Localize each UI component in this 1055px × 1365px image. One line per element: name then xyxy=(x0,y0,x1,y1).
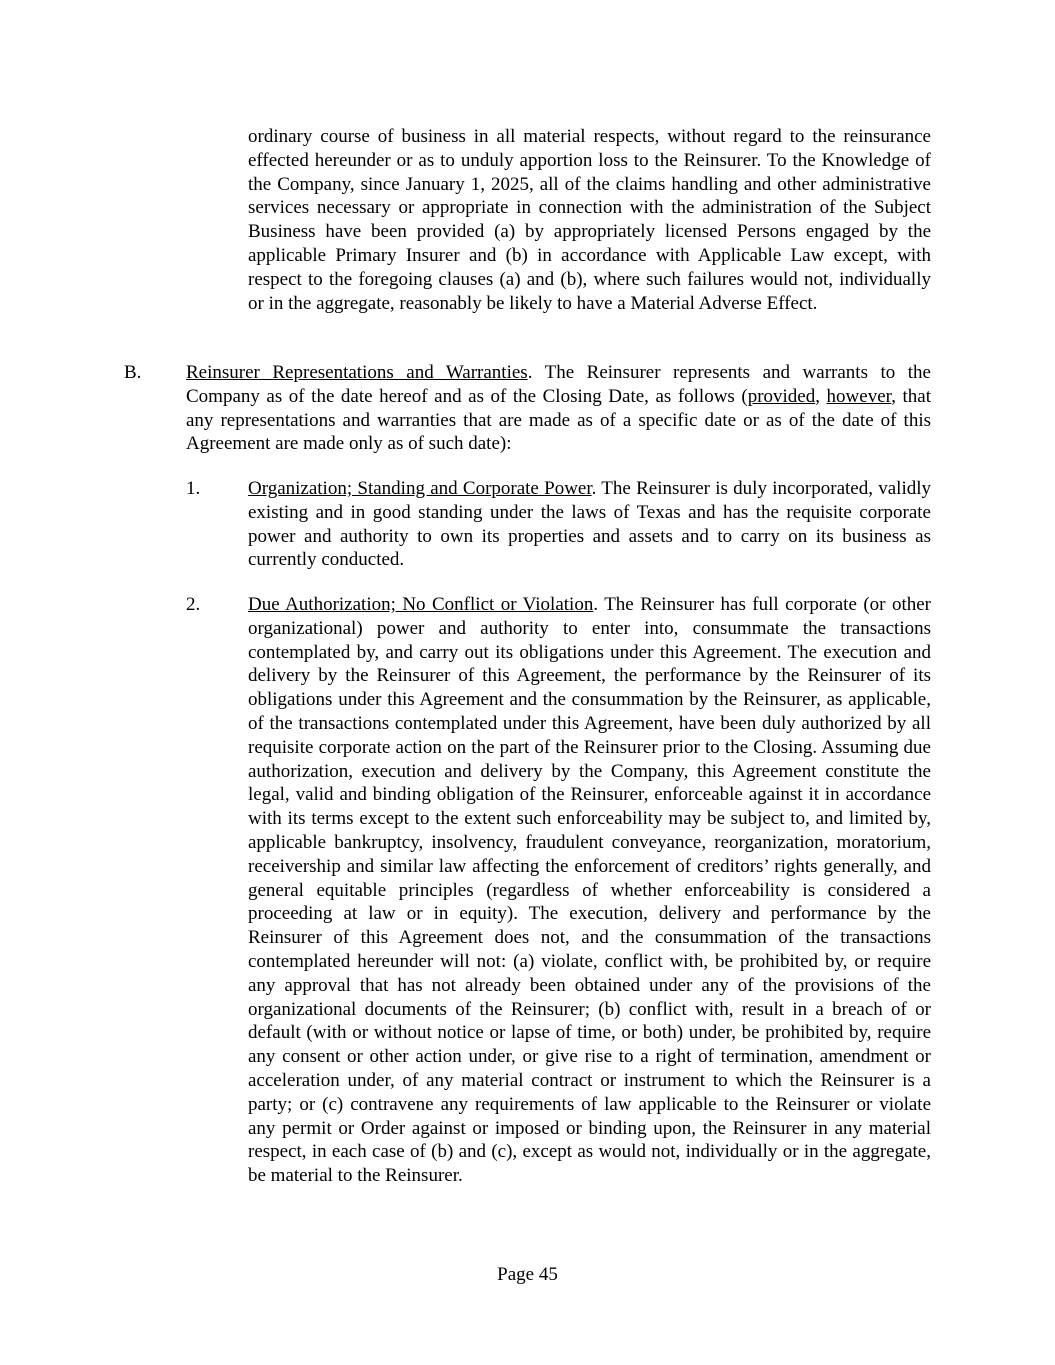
item-2-text: . The Reinsurer has full corporate (or other organizational) power and authority to enter into, consummate the transactions contemplated by, and carry out its obligations under this Agreement. The execution and delivery by the Reinsurer of this Agreement, the performance by the Reinsurer of its obligations under this Agreement and the consummation by the Reinsurer, as applicable, of the transactions contemplated under this Agreement, have been duly authorized by all requisite corporate action on the part of the Reinsurer prior to the Closing. Assuming due authorization, execution and delivery by the Company, this Agreement constitute the legal, valid and binding obligation of the Reinsurer, enforceable against it in accordance with its terms except to the extent such enforceability may be subject to, and limited by, applicable bankruptcy, insolvency, fraudulent conveyance, reorganization, moratorium, receivership and similar law affecting the enforcement of creditors’ rights generally, and general equitable principles (regardless of whether enforceability is considered a proceeding at law or in equity). The execution, delivery and performance by the Reinsurer of this Agreement does not, and the consummation of the transactions contemplated hereunder will not: (a) violate, conflict with, be prohibited by, or require any approval that has not already been obtained under any of the provisions of the organizational documents of the Reinsurer; (b) conflict with, result in a breach of or default (with or without notice or lapse of time, or both) under, be prohibited by, require any consent or other action under, or give rise to a right of termination, amendment or acceleration under, of any material contract or instrument to which the Reinsurer is a party; or (c) contravene any requirements of law applicable to the Reinsurer or violate any permit or Order against or imposed or binding upon, the Reinsurer in any material respect, in each case of (b) and (c), except as would not, individually or in the aggregate, be material to the Reinsurer. xyxy=(248,594,931,1187)
item-2-paragraph xyxy=(248,593,931,1188)
continuation-paragraph: ordinary course of business in all material respects, without regard to the reinsurance effected hereunder or as to unduly apportion loss to the Reinsurer. To the Knowledge of the Company, since January 1, 2025, all of the claims handling and other administrative services necessary or appropriate in connection with the administration of the Subject Business have been provided (a) by appropriately licensed Persons engaged by the applicable Primary Insurer and (b) in accordance with Applicable Law except, with respect to the foregoing clauses (a) and (b), where such failures would not, individually or in the aggregate, reasonably be likely to have a Material Adverse Effect. xyxy=(248,126,931,314)
section-b-label: B. xyxy=(124,362,142,383)
section-b-heading: Reinsurer Representations and Warranties xyxy=(186,362,528,383)
page-number: Page 45 xyxy=(497,1264,558,1285)
section-b-text-3: , that any representations and warranties that are made as of a specific date or as of the date of this Agreement are made only as of such date): xyxy=(186,385,931,455)
item-2-label: 2. xyxy=(186,594,201,615)
item-1-heading: Organization; Standing and Corporate Power xyxy=(248,478,592,499)
section-b-paragraph xyxy=(186,361,931,456)
section-b-text-2: , xyxy=(815,385,827,407)
item-1-text: . The Reinsurer is duly incorporated, validly existing and in good standing under the laws of Texas and has the requisite corporate power and authority to own its properties and assets and to carry on its business as currently conducted. xyxy=(248,478,932,571)
section-b-text-1: . The Reinsurer represents and warrants to the Company as of the date hereof and as of the Closing Date, as follows ( xyxy=(186,362,931,407)
item-1-paragraph xyxy=(248,477,931,572)
item-2-heading: Due Authorization; No Conflict or Violation xyxy=(248,594,594,615)
however-term: however xyxy=(826,385,892,407)
item-1-label: 1. xyxy=(186,478,201,499)
provided-term: provided xyxy=(747,385,816,407)
